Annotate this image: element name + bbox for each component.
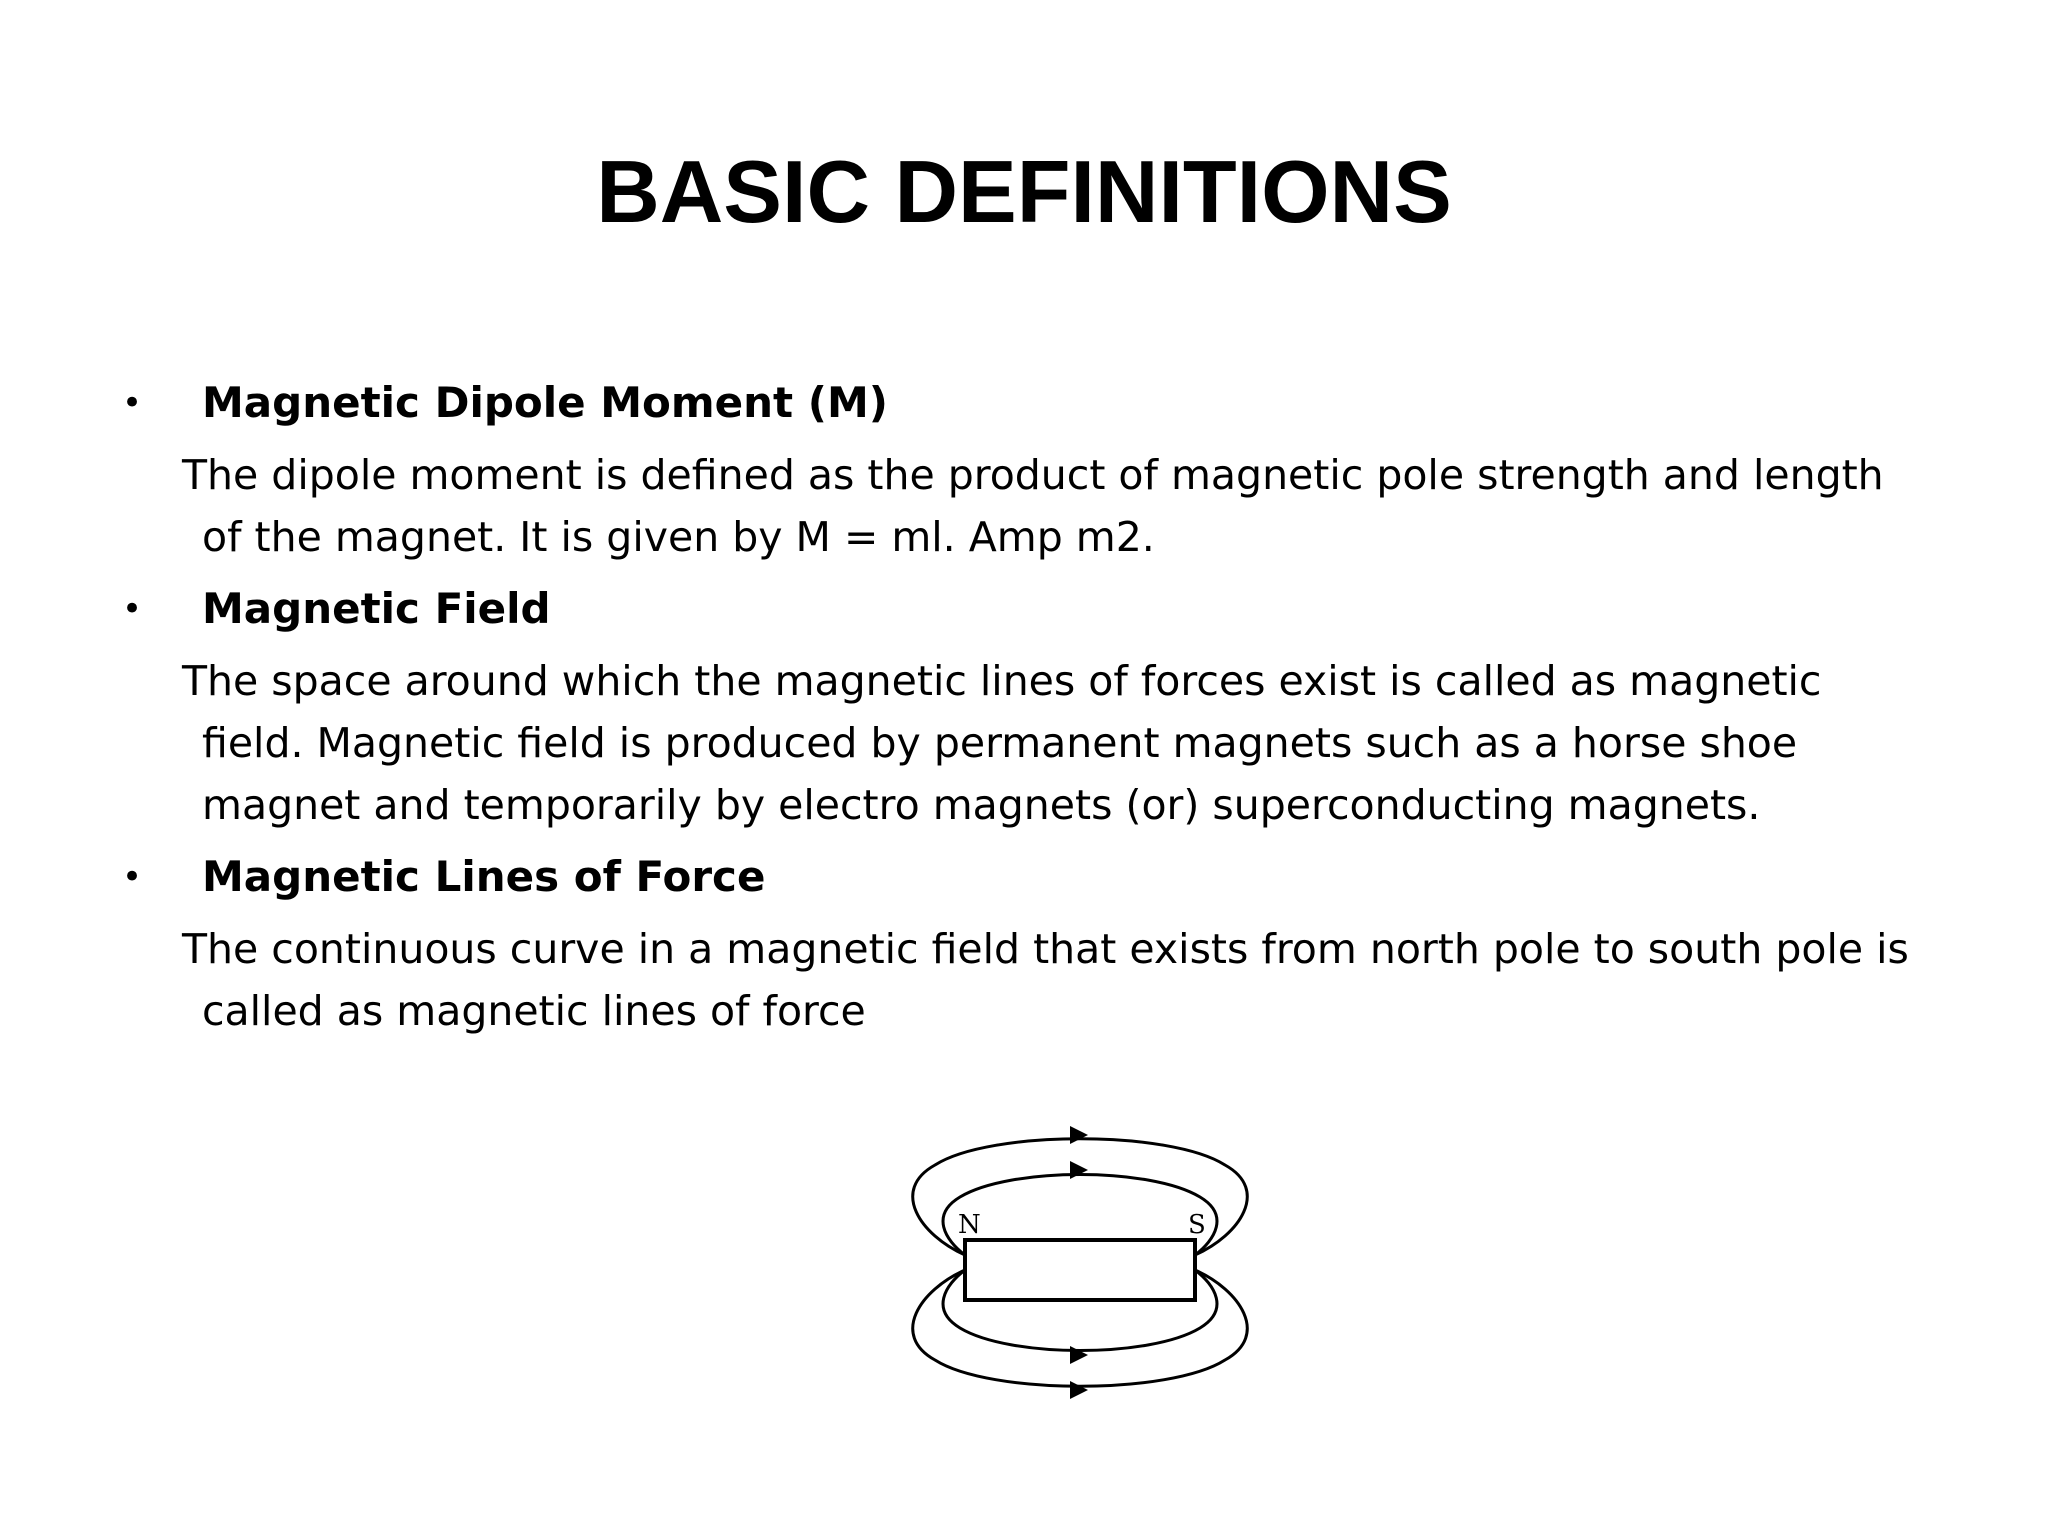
arrow-icon	[1070, 1346, 1088, 1364]
paragraph-line: The continuous curve in a magnetic field that exists from north pole to south pole is	[182, 925, 1909, 973]
bar-magnet-field-diagram	[880, 1105, 1280, 1405]
paragraph-line: called as magnetic lines of force	[202, 987, 866, 1035]
bullet: •	[122, 857, 143, 897]
north-pole-label: N	[958, 1210, 981, 1240]
heading-lines-of-force: Magnetic Lines of Force	[202, 852, 766, 901]
slide-title: BASIC DEFINITIONS	[596, 142, 1452, 241]
heading-magnetic-field: Magnetic Field	[202, 584, 551, 633]
bar-magnet	[965, 1240, 1195, 1300]
arrow-icon	[1070, 1126, 1088, 1144]
arrow-icon	[1070, 1161, 1088, 1179]
bullet: •	[122, 589, 143, 629]
arrow-icon	[1070, 1381, 1088, 1399]
paragraph-line: The space around which the magnetic lines of forces exist is called as magnetic	[182, 657, 1822, 705]
paragraph-line: of the magnet. It is given by M = ml. Amp m2.	[202, 513, 1155, 561]
paragraph-line: field. Magnetic field is produced by permanent magnets such as a horse shoe	[202, 719, 1798, 767]
bullet: •	[122, 383, 143, 423]
paragraph-line: magnet and temporarily by electro magnets (or) superconducting magnets.	[202, 781, 1761, 829]
heading-dipole-moment: Magnetic Dipole Moment (M)	[202, 378, 888, 427]
south-pole-label: S	[1188, 1210, 1206, 1240]
paragraph-line: The dipole moment is defined as the product of magnetic pole strength and length	[182, 451, 1884, 499]
